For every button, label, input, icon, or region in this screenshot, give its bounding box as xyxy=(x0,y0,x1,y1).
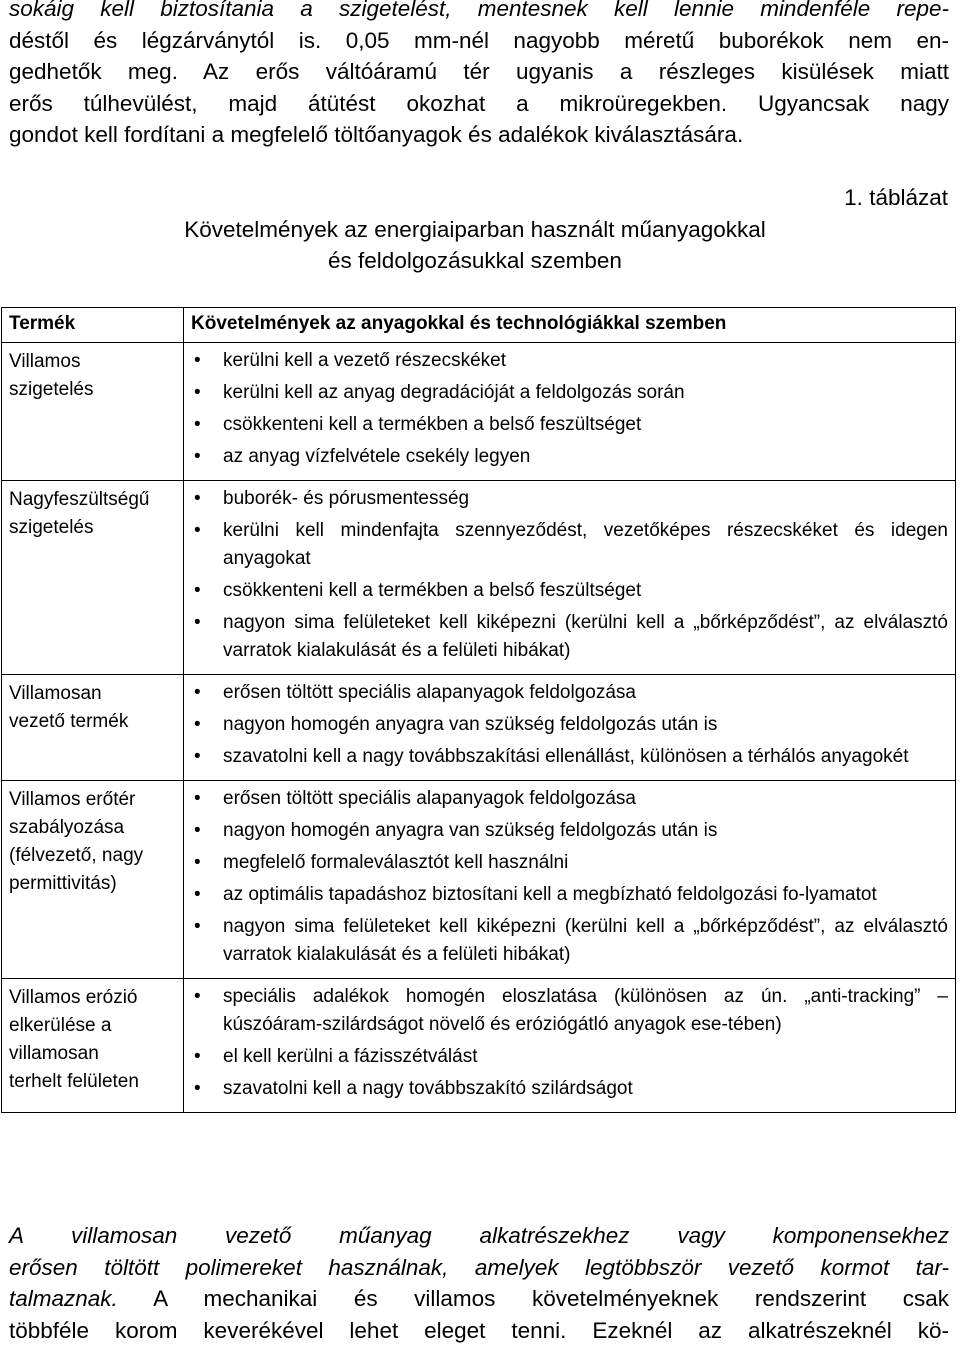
requirement-item: • nagyon homogén anyagra van szükség feldolgozás után is xyxy=(194,817,948,845)
closing-paragraph xyxy=(9,1220,949,1346)
requirement-item: • erősen töltött speciális alapanyagok feldolgozása xyxy=(194,785,948,813)
requirements-cell xyxy=(184,675,956,781)
product-line: szigetelés xyxy=(9,517,94,538)
requirement-item: • csökkenteni kell a termékben a belső feszültséget xyxy=(194,577,948,605)
requirement-item: • kerülni kell a vezető részecskéket xyxy=(194,347,948,375)
requirement-item: • speciális adalékok homogén eloszlatása (különösen az ún. „anti-tracking” – kúszóáram-szilárdságot növelő és eróziógátló anyagok ese-tében) xyxy=(194,983,948,1039)
table-number: 1. táblázat xyxy=(844,185,948,210)
requirement-item: • nagyon sima felületeket kell kiképezni (kerülni kell a „bőrképződést”, az elválasztó varratok kialakulását és a felületi hibákat) xyxy=(194,913,948,969)
product-line: szigetelés xyxy=(9,379,94,400)
product-line: szabályozása xyxy=(9,817,125,838)
requirement-item: • buborék- és pórusmentesség xyxy=(194,485,948,513)
requirement-item: • szavatolni kell a nagy továbbszakító szilárdságot xyxy=(194,1075,948,1103)
product-cell xyxy=(2,343,184,481)
header-product: Termék xyxy=(2,308,184,343)
requirements-cell xyxy=(184,979,956,1113)
requirement-item: • az anyag vízfelvétele csekély legyen xyxy=(194,443,948,471)
product-line: permittivitás) xyxy=(9,873,117,894)
requirement-item: • el kell kerülni a fázisszétválást xyxy=(194,1043,948,1071)
header-requirements: Követelmények az anyagokkal és technológiákkal szemben xyxy=(184,308,956,343)
product-line: Villamos erőtér xyxy=(9,789,136,810)
table-row xyxy=(2,481,956,675)
requirement-item: • megfelelő formaleválasztót kell használni xyxy=(194,849,948,877)
product-cell xyxy=(2,979,184,1113)
intro-line-1: sokáig kell biztosítania a szigetelést, mentesnek kell lennie mindenféle repe- xyxy=(9,0,949,21)
requirements-table xyxy=(1,307,956,1113)
requirement-list xyxy=(194,347,948,471)
requirement-item: • kerülni kell az anyag degradációját a feldolgozás során xyxy=(194,379,948,407)
closing-line-3-rest: A mechanikai és villamos követelményeknek rendszerint csak xyxy=(117,1286,949,1312)
table-row xyxy=(2,675,956,781)
requirement-item: • szavatolni kell a nagy továbbszakítási ellenállást, különösen a térhálós anyagokét xyxy=(194,743,948,771)
product-line: terhelt felületen xyxy=(9,1071,139,1092)
table-row xyxy=(2,979,956,1113)
requirement-item: • nagyon homogén anyagra van szükség feldolgozás után is xyxy=(194,711,948,739)
requirement-list xyxy=(194,785,948,969)
requirement-list xyxy=(194,983,948,1103)
requirements-cell xyxy=(184,481,956,675)
requirements-cell xyxy=(184,343,956,481)
product-line: Nagyfeszültségű xyxy=(9,489,150,510)
product-cell xyxy=(2,675,184,781)
table-title-line-1: Követelmények az energiaiparban használt műanyagokkal xyxy=(184,217,766,242)
table-row xyxy=(2,343,956,481)
intro-line-2: déstől és légzárványtól is. 0,05 mm-nél nagyobb méretű buborékok nem en- xyxy=(9,27,949,53)
closing-line-1: A villamosan vezető műanyag alkatrészekhez vagy komponensekhez xyxy=(9,1223,949,1248)
requirement-item: • kerülni kell mindenfajta szennyeződést, vezetőképes részecskéket és idegen anyagokat xyxy=(194,517,948,573)
product-line: (félvezető, nagy xyxy=(9,845,144,866)
closing-line-3 xyxy=(9,1283,949,1315)
product-line: vezető termék xyxy=(9,711,129,732)
product-line: Villamos erózió xyxy=(9,987,138,1008)
requirement-item: • az optimális tapadáshoz biztosítani kell a megbízható feldolgozási fo-lyamatot xyxy=(194,881,948,909)
table-row xyxy=(2,781,956,979)
requirement-list xyxy=(194,679,948,771)
closing-line-4: többféle korom keverékével lehet eleget tenni. Ezeknél az alkatrészeknél kö- xyxy=(9,1317,949,1343)
intro-line-4: erős túlhevülést, majd átütést okozhat a mikroüregekben. Ugyancsak nagy xyxy=(9,90,949,116)
product-line: Villamosan xyxy=(9,683,102,704)
requirements-cell xyxy=(184,781,956,979)
intro-line-5: gondot kell fordítani a megfelelő töltőanyagok és adalékok kiválasztására. xyxy=(9,122,744,148)
requirement-item: • csökkenteni kell a termékben a belső feszültséget xyxy=(194,411,948,439)
product-line: villamosan xyxy=(9,1043,99,1064)
product-line: elkerülése a xyxy=(9,1015,112,1036)
product-line: Villamos xyxy=(9,351,81,372)
requirement-item: • erősen töltött speciális alapanyagok feldolgozása xyxy=(194,679,948,707)
table-title xyxy=(0,214,960,276)
product-cell xyxy=(2,781,184,979)
closing-line-2: erősen töltött polimereket használnak, amelyek legtöbbször vezető kormot tar- xyxy=(9,1254,949,1280)
closing-line-3-italic: talmaznak. xyxy=(9,1286,118,1312)
intro-paragraph xyxy=(9,0,949,151)
table-header-row xyxy=(2,308,956,343)
requirement-item: • nagyon sima felületeket kell kiképezni (kerülni kell a „bőrképződést”, az elválasztó varratok kialakulását és a felületi hibákat) xyxy=(194,609,948,665)
requirement-list xyxy=(194,485,948,665)
intro-line-3: gedhetők meg. Az erős váltóáramú tér ugyanis a részleges kisülések miatt xyxy=(9,59,949,85)
table-title-line-2: és feldolgozásukkal szemben xyxy=(328,248,622,273)
product-cell xyxy=(2,481,184,675)
